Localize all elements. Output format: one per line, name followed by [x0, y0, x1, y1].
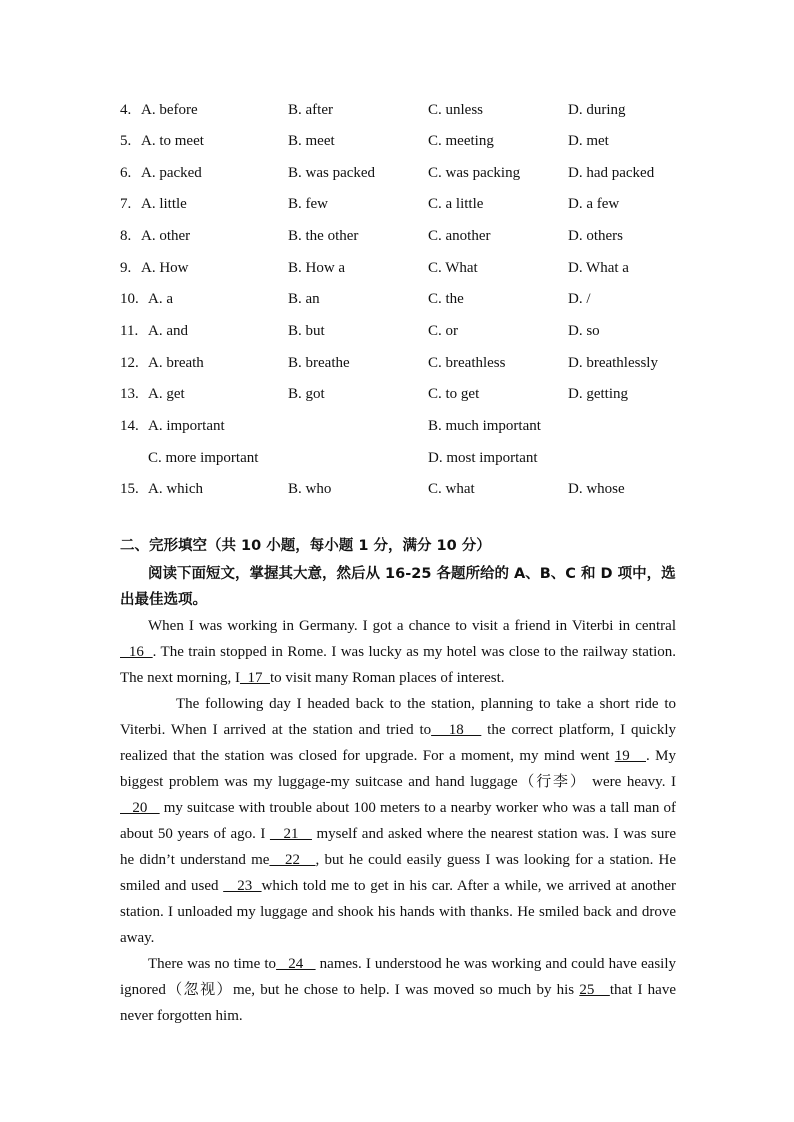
passage-text: When I was working in Germany. I got a chance to visit a friend in Viterbi in central: [148, 618, 676, 634]
option-b: B. got: [288, 386, 325, 402]
blank-20: 20: [120, 800, 160, 816]
option-c: C. unless: [428, 102, 484, 118]
question-number: 9.: [120, 260, 132, 276]
question-row: [0, 288, 794, 310]
option-b: B. meet: [288, 133, 335, 149]
passage-text: names. I understood he was working and could have easily ignored（忽视）me, but he chose to help. I was moved so much by his: [120, 956, 676, 998]
question-number: 6.: [120, 165, 132, 181]
option-c: C. more important: [148, 450, 259, 466]
passage-text: , but he could easily guess I was looking for a station. He smiled and used: [120, 852, 677, 894]
question-number: 12.: [120, 355, 139, 371]
blank-21: 21: [269, 826, 312, 842]
passage-paragraph-3: [120, 951, 676, 1029]
option-d: D. /: [568, 291, 591, 307]
blank-23: 23: [223, 878, 262, 894]
question-row-14: [0, 415, 794, 437]
option-d: D. a few: [568, 196, 620, 212]
passage-paragraph-1: [120, 613, 676, 691]
question-row: [0, 193, 794, 215]
blank-25: 25: [579, 982, 610, 998]
blank-18: 18: [431, 722, 482, 738]
option-b: B. much important: [428, 418, 541, 434]
question-row: [0, 225, 794, 247]
option-c: C. meeting: [428, 133, 494, 149]
option-a: A. other: [141, 228, 191, 244]
question-row: [0, 99, 794, 121]
option-a: A. before: [141, 102, 198, 118]
question-number: 15.: [120, 481, 139, 497]
option-a: A. little: [141, 196, 187, 212]
blank-19: 19: [614, 748, 646, 764]
question-number: 5.: [120, 133, 132, 149]
question-number: 4.: [120, 102, 132, 118]
passage-text: that I have never forgotten him.: [120, 982, 676, 1024]
question-row: [0, 383, 794, 405]
passage-text: The following day I headed back to the station, planning to take a short ride to Viterbi. When I arrived at the station and tried to: [120, 696, 676, 738]
option-c: C. breathless: [428, 355, 506, 371]
passage-text: the correct platform, I quickly realized that the station was closed for upgrade. For a moment, my mind went: [120, 722, 676, 764]
passage-text: my suitcase with trouble about 100 meters to a nearby worker who was a tall man of about 50 years of ago. I: [120, 800, 677, 842]
section-instructions: 阅读下面短文，掌握其大意，然后从 16-25 各题所给的 A、B、C 和 D 项中，选出最佳选项。: [120, 566, 676, 608]
question-number: 11.: [120, 323, 139, 339]
option-a: A. to meet: [141, 133, 204, 149]
question-number: 7.: [120, 196, 132, 212]
passage-text: which told me to get in his car. After a while, we arrived at another station. I unloaded my luggage and shook his hands with thanks. He smiled back and drove away.: [120, 878, 676, 946]
option-a: A. which: [148, 481, 203, 497]
passage-text: to visit many Roman places of interest.: [269, 670, 505, 686]
option-b: B. was packed: [288, 165, 376, 181]
passage-paragraph-2: [120, 691, 676, 951]
option-a: A. important: [148, 418, 225, 434]
option-b: B. who: [288, 481, 332, 497]
blank-17: 17: [239, 670, 270, 686]
option-b: B. the other: [288, 228, 359, 244]
option-c: C. What: [428, 260, 478, 276]
option-a: A. and: [148, 323, 188, 339]
question-row: [0, 130, 794, 152]
question-row-14-cont: [0, 447, 794, 469]
option-b: B. How a: [288, 260, 346, 276]
option-b: B. breathe: [288, 355, 350, 371]
option-d: D. so: [568, 323, 600, 339]
question-number: 13.: [120, 386, 139, 402]
option-b: B. after: [288, 102, 333, 118]
question-row: [0, 257, 794, 279]
option-a: A. packed: [141, 165, 202, 181]
option-b: B. an: [288, 291, 320, 307]
option-c: C. what: [428, 481, 475, 497]
option-a: A. get: [148, 386, 185, 402]
blank-16: 16: [120, 644, 153, 660]
option-d: D. most important: [428, 450, 538, 466]
question-number: 10.: [120, 291, 139, 307]
option-c: C. another: [428, 228, 491, 244]
option-c: C. was packing: [428, 165, 521, 181]
option-c: C. the: [428, 291, 464, 307]
option-d: D. breathlessly: [568, 355, 658, 371]
option-c: C. or: [428, 323, 458, 339]
option-d: D. had packed: [568, 165, 655, 181]
passage-text: myself and asked where the nearest station was. I was sure he didn’t understand me: [120, 826, 677, 868]
option-d: D. What a: [568, 260, 629, 276]
option-c: C. a little: [428, 196, 484, 212]
blank-24: 24: [276, 956, 316, 972]
passage-text: There was no time to: [148, 956, 277, 972]
option-d: D. during: [568, 102, 626, 118]
option-c: C. to get: [428, 386, 480, 402]
question-row: [0, 162, 794, 184]
passage-text: . The train stopped in Rome. I was lucky as my hotel was close to the railway station. The next morning, I: [120, 644, 677, 686]
option-a: A. a: [148, 291, 173, 307]
question-row: [0, 320, 794, 342]
question-row: [0, 352, 794, 374]
option-d: D. met: [568, 133, 609, 149]
option-d: D. getting: [568, 386, 628, 402]
question-number: 14.: [120, 418, 139, 434]
section-title: 二、完形填空（共 10 小题，每小题 1 分，满分 10 分）: [120, 538, 491, 554]
blank-22: 22: [269, 852, 316, 868]
option-d: D. whose: [568, 481, 625, 497]
passage-text: . My biggest problem was my luggage-my suitcase and hand luggage（行李） were heavy. I: [120, 748, 676, 790]
option-d: D. others: [568, 228, 623, 244]
option-b: B. few: [288, 196, 328, 212]
option-a: A. breath: [148, 355, 204, 371]
option-a: A. How: [141, 260, 189, 276]
question-number: 8.: [120, 228, 132, 244]
question-row-15: [0, 478, 794, 500]
option-b: B. but: [288, 323, 325, 339]
